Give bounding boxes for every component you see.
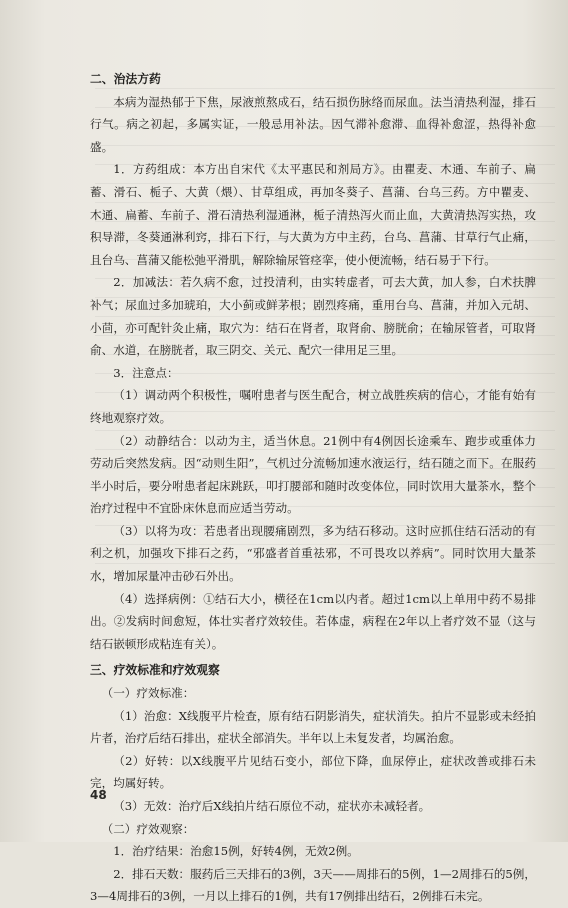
paragraph: 1．方药组成：本方出自宋代《太平惠民和剂局方》。由瞿麦、木通、车前子、扁蓄、滑石、栀子、大黄（煨）、甘草组成，再加冬葵子、菖蒲、台乌三药。方中瞿麦、木通、扁蓄、车前子、滑石清热利湿通淋，栀子清热泻火而止血，大黄清热泻实热，攻积导滞，冬葵通淋利窍，排石下行，与大黄为方中主药，台乌、菖蒲、甘草行气止痛，且台乌、菖蒲又能松弛平滑肌，解除输尿管痉挛，使小便流畅，结石易于下行。	[90, 162, 536, 267]
page-number: 48	[90, 788, 107, 802]
section-heading-treatment: 二、治法方药	[90, 72, 161, 86]
paragraph: 本病为湿热郁于下焦，尿液煎熬成石，结石损伤脉络而尿血。法当清热利湿，排石行气。病之初起，多属实证，一般忌用补法。因气滞补愈滞、血得补愈涩，热得补愈盛。	[90, 94, 536, 154]
section-heading-efficacy: 三、疗效标准和疗效观察	[90, 663, 220, 678]
page-body	[90, 68, 536, 908]
subheading: （二）疗效观察：	[101, 821, 195, 836]
subheading: （一）疗效标准：	[101, 686, 195, 701]
paragraph: 1．治疗结果：治愈15例，好转4例，无效2例。	[113, 844, 359, 859]
paragraph: （2）好转：以X线腹平片见结石变小，部位下降，血尿停止，症状改善或排石未完，均属好转。	[90, 753, 536, 791]
paragraph: （3）以将为攻：若患者出现腰痛剧烈，多为结石移动。这时应抓住结石活动的有利之机，加强攻下排石之药，“邪盛者首重祛邪，不可畏攻以养病”。同时饮用大量茶水，增加尿量冲击砂石外出。	[90, 523, 536, 584]
paragraph: （1）治愈：X线腹平片检查，原有结石阴影消失，症状消失。拍片不显影或未经拍片者，治疗后结石排出，症状全部消失。半年以上未复发者，均属治愈。	[90, 708, 536, 746]
paragraph: 2．加减法：若久病不愈，过投清利，由实转虚者，可去大黄，加人参，白术扶脾补气；尿血过多加琥珀，大小蓟或鲜茅根；剧烈疼痛，重用台乌、菖蒲，并加入元胡、小茴，亦可配针灸止痛，取穴为：结石在肾者，取肾俞、膀胱俞；在输尿管者，可取肾俞、水道，在膀胱者，取三阴交、关元、配穴一律用足三里。	[90, 275, 536, 358]
paragraph: （3）无效：治疗后X线拍片结石原位不动，症状亦未减轻者。	[113, 799, 431, 813]
paragraph: （4）选择病例：①结石大小，横径在1cm以内者。超过1cm以上单用中药不易排出。②发病时间愈短，体壮实者疗效较佳。若体虚，病程在2年以上者疗效不显（这与结石嵌顿形成粘连有关）。	[90, 591, 536, 651]
paragraph: （1）调动两个积极性，嘱咐患者与医生配合，树立战胜疾病的信心，才能有始有终地观察疗效。	[90, 388, 536, 425]
paragraph: （2）动静结合：以动为主，适当休息。21例中有4例因长途乘车、跑步或重体力劳动后突然发病。因“动则生阳”，气机过分流畅加速水液运行，结石随之而下。在服药半小时后，要分咐患者起床跳跃，叩打腰部和随时改变体位，同时饮用大量茶水，整个治疗过程中不宜卧床休息而应适当劳动。	[90, 433, 536, 516]
paragraph: 2．排石天数：服药后三天排石的3例，3天——周排石的5例，1—2周排石的5例，3—4周排石的3例，一月以上排石的1例，共有17例排出结石，2例排石未完。	[90, 866, 536, 904]
paragraph: 3．注意点：	[113, 365, 179, 380]
